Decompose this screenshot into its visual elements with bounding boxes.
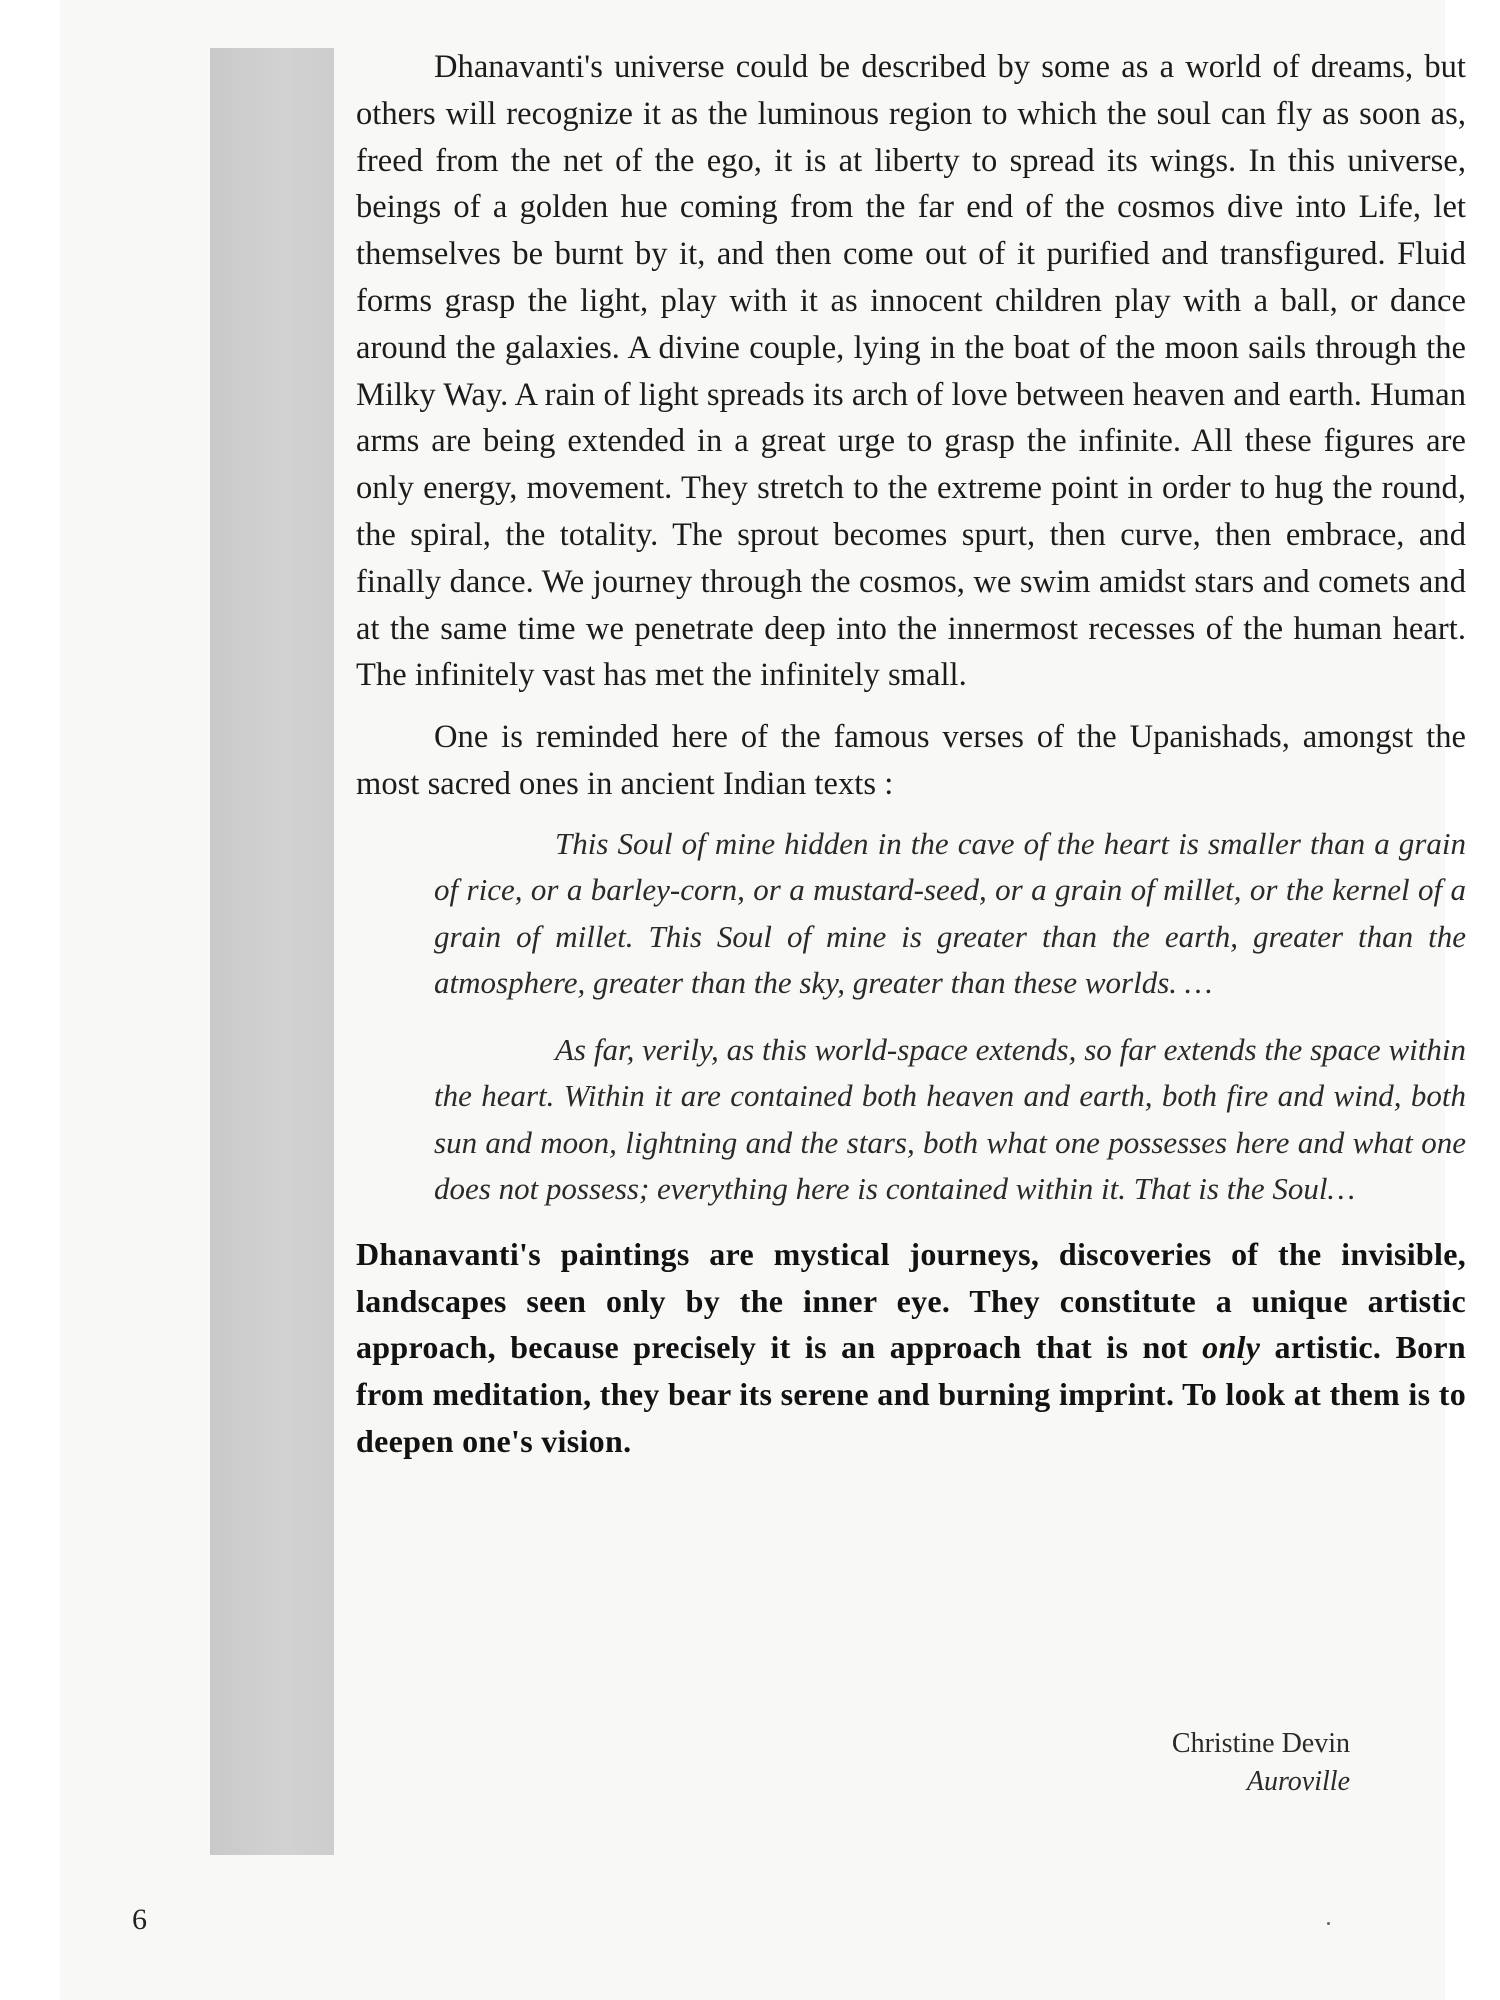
closing-text-start: Dhanavanti's paintings are mystical journeys, discoveries of the invisible, landscapes seen only by the inner eye. They constitute a unique artistic approach, because precisely it is an approach that is not (356, 1235, 1466, 1366)
closing-text-end: artistic. Born from meditation, they bear its serene and burning imprint. To look at them is to deepen one's vision. (356, 1329, 1467, 1459)
quote-world-space: As far, verily, as this world-space extends, so far extends the space within the heart. Within it are contained both heaven and earth, both fire and wind, both sun and moon, lightning and the stars, both what one possesses here and what one does not possess; everything here is contained within it. That is the Soul… (434, 1031, 1466, 1207)
author-name: Christine Devin (1171, 1728, 1350, 1759)
page-number: 6 (132, 1903, 147, 1936)
decorative-gray-bar (210, 48, 334, 1855)
scan-speck (1327, 1922, 1330, 1925)
signature-block (1172, 1725, 1350, 1801)
closing-emphasis: only (1202, 1329, 1261, 1366)
article-body (356, 44, 1466, 1465)
author-place: Auroville (1246, 1766, 1350, 1797)
paragraph-universe: Dhanavanti's universe could be described by some as a world of dreams, but others will recognize it as the luminous region to which the soul can fly as soon as, freed from the net of the ego, it is at liberty to spread its wings. In this universe, beings of a golden hue coming from the far end of the cosmos dive into Life, let themselves be burnt by it, and then come out of it purified and transfigured. Fluid forms grasp the light, play with it as innocent children play with a ball, or dance around the galaxies. A divine couple, lying in the boat of the moon sails through the Milky Way. A rain of light spreads its arch of love between heaven and earth. Human arms are being extended in a great urge to grasp the infinite. All these figures are only energy, movement. They stretch to the extreme point in order to hug the round, the spiral, the totality. The sprout becomes spurt, then curve, then embrace, and finally dance. We journey through the cosmos, we swim amidst stars and comets and at the same time we penetrate deep into the innermost recesses of the human heart. The infinitely vast has met the infinitely small. (356, 49, 1466, 694)
scan-margin (0, 0, 60, 2000)
paragraph-upanishads-intro: One is reminded here of the famous verses of the Upanishads, amongst the most sacred ones in ancient Indian texts : (356, 719, 1466, 802)
book-page (60, 0, 1467, 2000)
quote-soul-of-mine: This Soul of mine hidden in the cave of the heart is smaller than a grain of rice, or a barley-corn, or a mustard-seed, or a grain of millet, or the kernel of a grain of millet. This Soul of mine is greater than the earth, greater than the atmosphere, greater than the sky, greater than these worlds. … (434, 825, 1466, 1001)
closing-paragraph (356, 1231, 1466, 1465)
